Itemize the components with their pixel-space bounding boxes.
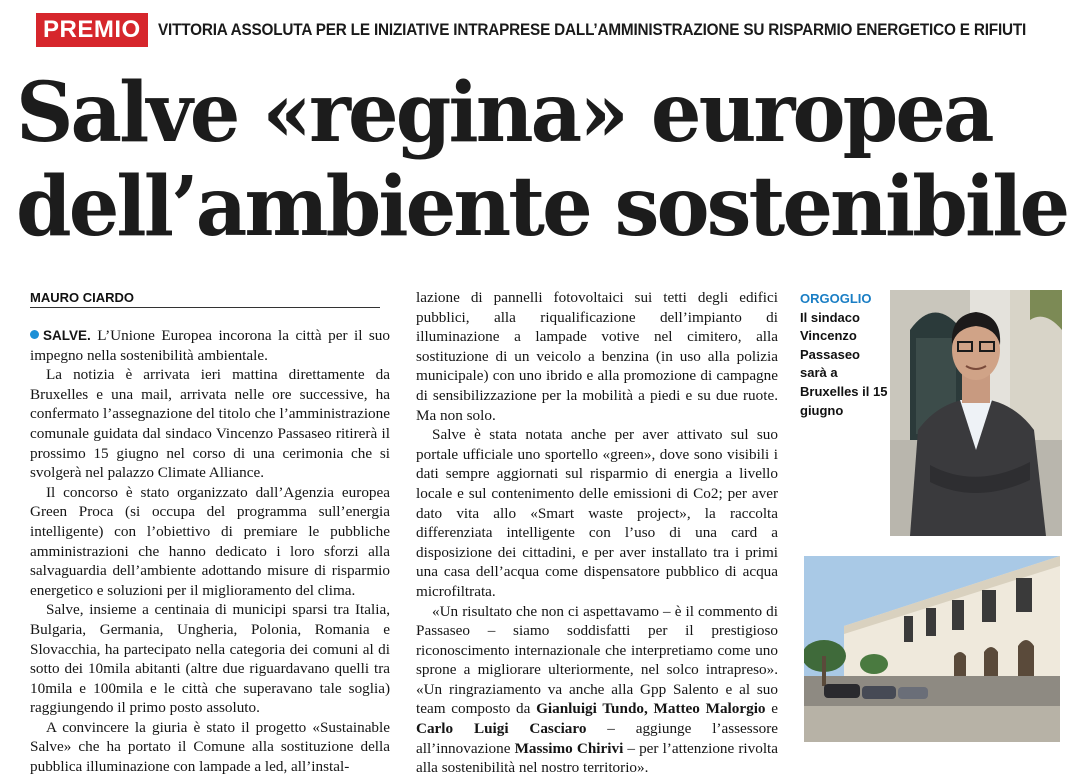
paragraph-6: Salve è stata notata anche per aver attivato sul suo portale ufficiale uno sportello «green», dove sono visibili i dati sempre aggiornati sul risparmio di energia a livello locale e sul contenimento delle emissioni di Co2; per aver dato vita allo «Smart waste project», la raccolta differenziata intelligente con l’uso di una card a disposizione dei cittadini, e per aver installato tra i primi una casa dell’acqua come dispensatore pubblico di acqua microfiltrata. xyxy=(416,426,778,600)
article-column-2 xyxy=(416,288,778,778)
paragraph-2: Il concorso è stato organizzato dall’Agenzia europea Green Proca (si occupa del programma sull’energia intelligente) con l’obiettivo di premiare le pubbliche amministrazioni che hanno dedicato i loro sforzi alla salvaguardia dell’ambiente adottando misure di risparmio energetico e soluzioni per il miglioramento del clima. xyxy=(30,483,390,599)
kicker-text: VITTORIA ASSOLUTA PER LE INIZIATIVE INTRAPRESE DALL’AMMINISTRAZIONE SU RISPARMIO ENERGETICO E RIFIUTI xyxy=(157,20,1026,39)
caption-text: Il sindaco Vincenzo Passaseo sarà a Bruxelles il 15 giugno xyxy=(800,309,888,418)
quote-text-c: – aggiunge l’assessore all’innovazione xyxy=(416,720,779,757)
portrait-photo xyxy=(890,290,1062,536)
paragraph-5: lazione di pannelli fotovoltaici sui tetti degli edifici pubblici, alla riqualificazione dell’impianto di illuminazione a lampade votive nel cimitero, alla sostituzione di un veicolo a benzina (in uso alla polizia municipale) con uno ibrido e alla promozione di campagne di sensibilizzazione per la mobilità a piedi e su due ruote. Ma non solo. xyxy=(416,289,778,424)
quote-text-a: «Un risultato che non ci aspettavamo – è il commento di Passaseo – siamo soddisfatti per il prestigioso riconoscimento internazionale che interpretiamo come uno sprone a migliorare ulteriormente, nel solco intrapreso». «Un ringraziamento va anche alla Gpp Salento e al suo team composto da xyxy=(416,602,778,718)
bullet-dot-icon xyxy=(30,330,39,339)
headline xyxy=(16,65,1068,255)
lead-text: L’Unione Europea incorona la città per il suo impegno nella sostenibilità ambientale. xyxy=(30,327,390,364)
quote-text-d: – per l’attenzione rivolta alla sostenibilità nel nostro territorio». xyxy=(416,739,779,777)
town-hall-photo xyxy=(804,556,1060,742)
lead-word: SALVE. xyxy=(43,328,91,343)
quote-text-b: e xyxy=(765,700,778,718)
names-1: Gianluigi Tundo, Matteo Malorgio xyxy=(536,700,766,718)
paragraph-1: La notizia è arrivata ieri mattina direttamente da Bruxelles e una mail, arrivata nelle ore successive, ha confermato l’assegnazione del titolo che l’amministrazione comunale guidata dal sindaco Vincenzo Passaseo ritirerà il prossimo 15 giugno nel corso di una cerimonia che si svolgerà nel palazzo Climate Alliance. xyxy=(30,366,390,482)
photo-caption xyxy=(800,290,890,420)
kicker-badge: PREMIO xyxy=(36,13,148,47)
byline: MAURO CIARDO xyxy=(30,290,380,308)
lead-paragraph xyxy=(30,326,390,365)
kicker xyxy=(36,12,1080,48)
paragraph-4: A convincere la giuria è stato il progetto «Sustainable Salve» che ha portato il Comune alla sostituzione della pubblica illuminazione con lampade a led, all’instal- xyxy=(30,718,390,776)
article-column-1 xyxy=(30,326,390,777)
names-3: Massimo Chirivi xyxy=(514,739,624,757)
headline-line-2: dell’ambiente sostenibile xyxy=(16,159,1068,255)
headline-line-1: Salve «regina» europea xyxy=(16,65,992,161)
paragraph-7 xyxy=(416,602,778,778)
caption-label: ORGOGLIO xyxy=(800,291,872,306)
names-2: Carlo Luigi Casciaro xyxy=(416,720,587,738)
paragraph-3: Salve, insieme a centinaia di municipi sparsi tra Italia, Bulgaria, Germania, Ungheria, Polonia, Romania e Slovacchia, ha partecipato nella categoria dei comuni al di sotto dei 10mila abitanti (altre due riguardavano quelli tra 10mila e 100mila e le città che superavano tale soglia) raggiungendo il primo posto assoluto. xyxy=(30,601,390,717)
